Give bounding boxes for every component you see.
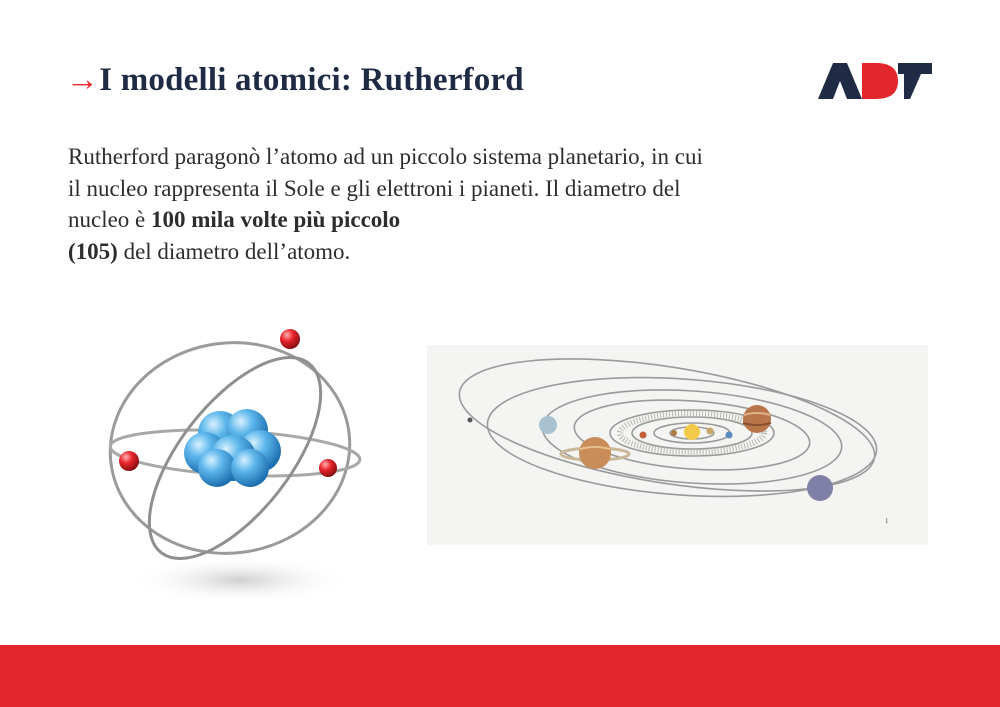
solar-system-image [427, 345, 928, 545]
paragraph-line-4 [68, 236, 828, 268]
paragraph-line-1: Rutherford paragonò l’atomo ad un piccolo sistema planetario, in cui [68, 144, 703, 169]
atom-image [95, 318, 385, 618]
slide-title-text: I modelli atomici: Rutherford [99, 62, 524, 98]
footer-bar [0, 645, 1000, 707]
paragraph-line-2: il nucleo rappresenta il Sole e gli elettroni i pianeti. Il diametro del [68, 175, 681, 201]
line4-bold: (105) [68, 238, 118, 264]
adt-logo [818, 63, 932, 99]
slide-title [66, 62, 524, 99]
solar-system-drawing [427, 345, 928, 545]
line3-prefix: nucleo è [68, 207, 152, 232]
body-paragraph [68, 141, 828, 267]
paragraph-line-3 [68, 204, 828, 236]
line4-suffix: del diametro dell’atomo. [117, 238, 351, 264]
line3-bold: 100 mila volte più piccolo [151, 207, 401, 232]
solar-caption: 1 [885, 517, 889, 525]
arrow-icon: → [66, 62, 100, 98]
